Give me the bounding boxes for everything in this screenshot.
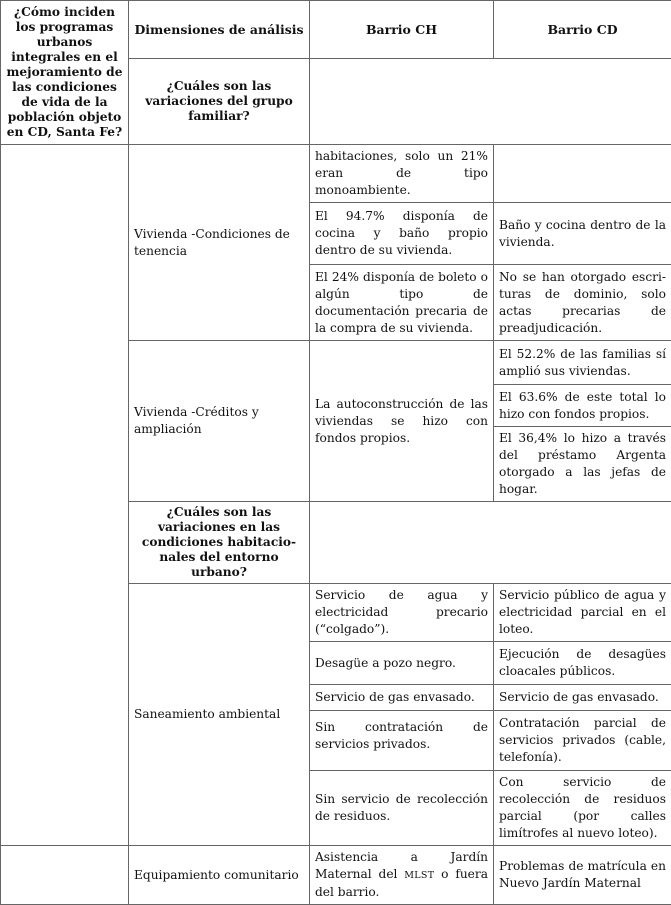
saneamiento-cd-1: Servicio público de agua y electricidad parcial en el loteo. [494,584,671,642]
equipamiento-ch-text-end: o fuera del barrio. [315,867,488,899]
saneamiento-cd-4: Contratación parcial de servicios privados (cable, telefonía). [494,711,671,771]
left-empty-cell [1,145,129,846]
tenencia-ch-1: habitaciones, solo un 21% eran de tipo monoambiente. [310,145,494,203]
equipamiento-cd: Problemas de matrícula en Nuevo Jardín Maternal [494,846,671,905]
tenencia-label: Vivienda -Condiciones de tenencia [129,145,310,341]
header-row [1,1,671,59]
tenencia-ch-2: El 94.7% disponía de cocina y baño propio dentro de su vivienda. [310,203,494,265]
creditos-cd-3: El 36,4% lo hizo a través del préstamo Argenta otorgado a las jefas de hogar. [494,427,671,502]
saneamiento-cd-5: Con servicio de recolección de residuos parcial (por calles limítrofes al nuevo loteo). [494,771,671,846]
section1-empty-cell [310,59,671,145]
equipamiento-ch [310,846,494,905]
barrio-cd-header: Barrio CD [494,1,671,59]
section1-question: ¿Cuáles son las variaciones del grupo familiar? [129,59,310,145]
main-question-cell: ¿Cómo inciden los programas urbanos integrales en el mejoramiento de las condiciones de vida de la población objeto en CD, Santa Fe? [1,1,129,145]
left-empty-cell-bottom [1,846,129,905]
saneamiento-ch-4: Sin contratación de servicios privados. [310,711,494,771]
table-row [1,846,671,905]
saneamiento-cd-3: Servicio de gas envasado. [494,685,671,711]
creditos-cd-1: El 52.2% de las familias sí amplió sus viviendas. [494,341,671,385]
saneamiento-ch-3: Servicio de gas envasado. [310,685,494,711]
equipamiento-label: Equipamiento comunitario [129,846,310,905]
table-row [1,145,671,203]
tenencia-cd-3: No se han otorgado escrituras de dominio, solo actas precarias de preadjudicación. [494,265,671,341]
section2-question: ¿Cuáles son las variaciones en las condiciones habitacionales del entorno urbano? [129,502,310,584]
tenencia-cd-1 [494,145,671,203]
saneamiento-ch-2: Desagüe a pozo negro. [310,642,494,685]
section2-empty-cell [310,502,671,584]
creditos-label: Vivienda -Créditos y ampliación [129,341,310,502]
dimensions-header: Dimensiones de análisis [129,1,310,59]
creditos-ch: La autoconstrucción de las viviendas se hizo con fondos propios. [310,341,494,502]
creditos-cd-2: El 63.6% de este total lo hizo con fondos propios. [494,385,671,427]
saneamiento-cd-2: Ejecución de desagües cloacales públicos. [494,642,671,685]
barrio-ch-header: Barrio CH [310,1,494,59]
tenencia-ch-3: El 24% disponía de boleto o algún tipo de documentación precaria de la compra de su vivienda. [310,265,494,341]
saneamiento-ch-5: Sin servicio de recolección de residuos. [310,771,494,846]
equipamiento-ch-text: Asistencia a Jardín Maternal del [315,850,488,881]
mlst-abbr: MLST [404,870,434,881]
saneamiento-label: Saneamiento ambiental [129,584,310,846]
saneamiento-ch-1: Servicio de agua y electricidad precario (“colgado”). [310,584,494,642]
tenencia-cd-2: Baño y cocina dentro de la vivienda. [494,203,671,265]
